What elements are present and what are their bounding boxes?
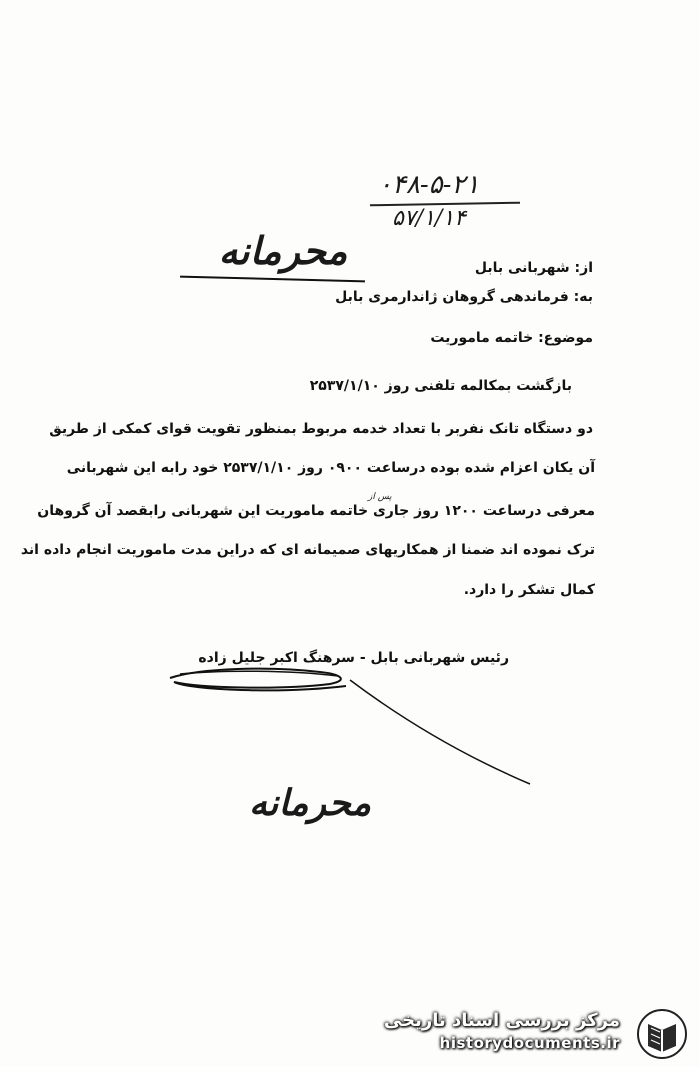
reference-number: ۰۴۸-۵-۲۱ [378,170,480,200]
classification-stamp-top: محرمانه [218,228,348,273]
body-line: معرفی درساعت ۱۲۰۰ روز جاری خاتمه ماموریت این شهربانی رابقصد آن گروهان [37,503,595,519]
body-line: بازگشت بمکالمه تلفنی روز ۲۵۳۷/۱/۱۰ [309,378,572,394]
watermark-url: historydocuments.ir [439,1034,620,1052]
archive-logo-icon [636,1008,688,1060]
watermark-title: مرکز بررسی اسناد تاریخی [383,1010,620,1031]
reference-date: ۵۷/۱/۱۴ [392,206,466,231]
handwritten-signature [160,660,540,790]
body-line: کمال تشکر را دارد. [463,582,595,598]
header-subject: موضوع: خاتمه ماموریت [430,330,593,346]
watermark [383,1004,694,1062]
body-line: دو دستگاه تانک نفربر با تعداد خدمه مربوط بمنظور تقویت قوای کمکی از طریق [49,421,593,437]
body-line: ترک نموده اند ضمنا از همکاریهای صمیمانه ای که دراین مدت ماموریت انجام داده اند [20,542,595,558]
classification-stamp-bottom: محرمانه [249,782,371,824]
signer-line: رئیس شهربانی بابل - سرهنگ اکبر جلیل زاده [198,650,509,666]
interlinear-note: پس از [368,492,392,502]
header-from: از: شهربانی بابل [474,260,593,276]
classification-stamp-underline [180,276,365,283]
header-to: به: فرماندهی گروهان ژاندارمری بابل [335,289,593,305]
body-line: آن یکان اعزام شده بوده درساعت ۰۹۰۰ روز ۲۵۳۷/۱/۱۰ خود رابه این شهربانی [66,460,595,476]
